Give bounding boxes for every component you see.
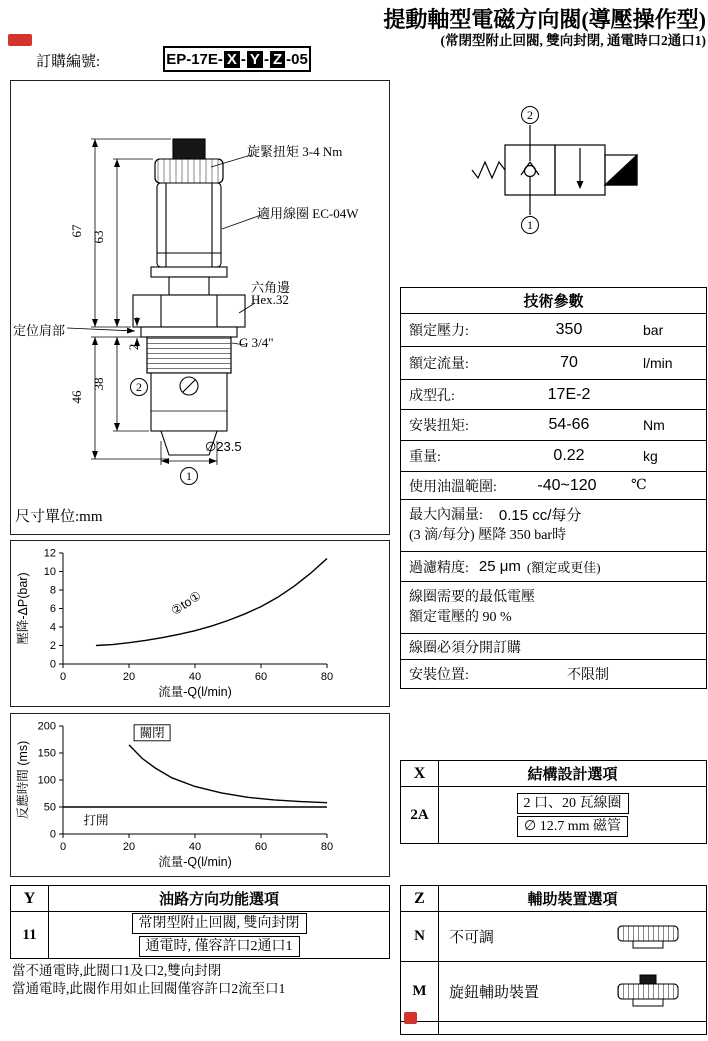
- response-time-chart-panel: [10, 713, 390, 877]
- svg-text:②to①: ②to①: [168, 588, 204, 619]
- z-option-code-m: M: [401, 962, 439, 1021]
- coil-order-note: 線圈必須分開訂購: [409, 640, 521, 656]
- spec-label: 額定壓力:: [409, 324, 469, 339]
- order-number-label: 訂購編號:: [36, 54, 101, 70]
- spec-unit: ℃: [631, 478, 647, 493]
- spec-row-mounting: [401, 660, 706, 688]
- logo-fragment-bottom: [404, 1012, 417, 1024]
- leakage-value: 0.15 cc/每分: [498, 506, 582, 524]
- x-options-title: 結構設計選項: [527, 767, 618, 783]
- port-1-marker: 1: [180, 467, 198, 485]
- x-options-row-2a: [401, 787, 706, 843]
- spec-row-rated-flow: [401, 347, 706, 380]
- spec-unit: bar: [643, 322, 664, 338]
- leakage-label: 最大內漏量:: [409, 507, 483, 523]
- pressure-drop-chart-panel: [10, 540, 390, 707]
- spec-unit: l/min: [643, 355, 673, 371]
- x-option-line-1: 2 口、20 瓦線圈: [517, 793, 629, 814]
- valve-drawing-panel: [10, 80, 390, 535]
- svg-text:80: 80: [320, 671, 334, 683]
- svg-text:流量-Q(l/min): 流量-Q(l/min): [158, 855, 232, 869]
- spec-row-oil-temp: [401, 472, 706, 500]
- z-option-code-n: N: [401, 912, 439, 961]
- spec-label: 使用油溫範圍:: [409, 479, 497, 495]
- svg-text:關閉: 關閉: [139, 725, 165, 740]
- order-sep-1: -: [240, 50, 246, 68]
- specs-table: [400, 287, 707, 689]
- order-code-prefix: EP-17E-: [166, 50, 223, 68]
- y-options-table: [10, 885, 390, 959]
- y-options-header: [11, 886, 389, 912]
- svg-text:10: 10: [43, 566, 56, 578]
- spec-row-cavity: [401, 380, 706, 410]
- callout-coil-type: 適用線圈 EC-04W: [257, 206, 359, 221]
- symbol-port-2: 2: [521, 106, 539, 124]
- y-option-note-2: 當通電時,此閥作用如止回閥僅容許口2流至口1: [12, 981, 286, 996]
- order-code: [163, 46, 311, 72]
- svg-text:40: 40: [188, 671, 202, 683]
- voltage-line-1: 線圈需要的最低電壓: [409, 589, 535, 605]
- svg-text:6: 6: [49, 603, 56, 615]
- callout-thread: G 3/4": [239, 335, 274, 350]
- spec-value: 54-66: [548, 416, 590, 433]
- dim-63: 63: [91, 230, 106, 244]
- svg-text:40: 40: [188, 841, 202, 853]
- callout-diameter: ∅23.5: [205, 439, 242, 454]
- svg-text:12: 12: [43, 547, 56, 560]
- x-options-table: [400, 760, 707, 844]
- order-code-y: Y: [247, 51, 263, 68]
- svg-text:打開: 打開: [83, 813, 109, 828]
- spec-value: 350: [555, 321, 583, 338]
- z-option-row-m: [401, 962, 706, 1022]
- y-option-code: 11: [11, 912, 49, 958]
- knob-icon: [616, 974, 680, 1010]
- page-subtitle: (常閉型附止回閥, 雙向封閉, 通電時口2通口1): [440, 33, 706, 48]
- hydraulic-symbol-area: [400, 85, 707, 285]
- z-option-row-n: [401, 912, 706, 962]
- spec-row-install-torque: [401, 410, 706, 441]
- order-code-suffix: -05: [286, 50, 308, 68]
- z-options-table: [400, 885, 707, 1035]
- spec-value: 70: [560, 354, 578, 371]
- page-title: 提動軸型電磁方向閥(導壓操作型): [383, 7, 706, 32]
- svg-text:100: 100: [37, 774, 56, 787]
- dim-46: 46: [69, 390, 84, 404]
- y-option-line-1: 常閉型附止回閥, 雙向封閉: [132, 913, 307, 934]
- y-options-key: Y: [11, 886, 49, 911]
- svg-text:200: 200: [37, 720, 56, 733]
- x-options-key: X: [401, 761, 439, 786]
- x-option-line-2: ∅ 12.7 mm 磁管: [517, 816, 628, 837]
- callout-hex-size: Hex.32: [251, 292, 289, 307]
- svg-text:0: 0: [59, 671, 67, 683]
- hydraulic-symbol: [400, 85, 707, 285]
- order-code-x: X: [224, 51, 240, 68]
- port-2-marker: 2: [130, 378, 148, 396]
- callout-hex-flats: 六角邊: [251, 280, 291, 295]
- svg-text:20: 20: [122, 841, 136, 853]
- filtration-note: (額定或更佳): [526, 560, 601, 575]
- y-options-title: 油路方向功能選項: [158, 892, 279, 908]
- mounting-value: 不限制: [567, 668, 609, 683]
- spec-row-weight: [401, 441, 706, 472]
- z-options-key: Z: [401, 886, 439, 911]
- spec-row-max-leakage: [401, 500, 706, 552]
- dim-2: 2: [126, 343, 141, 351]
- z-options-title: 輔助裝置選項: [527, 892, 618, 908]
- spec-value: 17E-2: [547, 385, 591, 403]
- svg-text:80: 80: [320, 841, 334, 853]
- svg-text:壓降-ΔP(bar): 壓降-ΔP(bar): [16, 572, 30, 645]
- spec-unit: Nm: [643, 417, 665, 433]
- spec-row-rated-pressure: [401, 314, 706, 347]
- pressure-drop-chart: [11, 541, 389, 706]
- x-options-header: [401, 761, 706, 787]
- spec-row-filtration: [401, 552, 706, 582]
- dimension-unit-note: 尺寸單位:mm: [15, 509, 103, 525]
- dim-38: 38: [91, 377, 106, 391]
- svg-text:4: 4: [49, 621, 56, 634]
- symbol-port-1: 1: [521, 216, 539, 234]
- y-options-row-11: [11, 912, 389, 958]
- svg-text:0: 0: [49, 658, 56, 671]
- mounting-label: 安裝位置:: [409, 668, 469, 683]
- svg-text:8: 8: [49, 584, 56, 597]
- z-option-label-n: 不可調: [449, 930, 495, 946]
- filtration-value: 25 μm: [478, 558, 521, 575]
- x-option-code: 2A: [401, 787, 439, 843]
- spec-value: 0.22: [553, 447, 585, 464]
- z-options-header: [401, 886, 706, 912]
- leakage-condition: (3 滴/每分) 壓降 350 bar時: [409, 527, 567, 543]
- order-sep-2: -: [263, 50, 269, 68]
- voltage-line-2: 額定電壓的 90 %: [409, 609, 512, 625]
- filtration-label: 過濾精度:: [409, 560, 469, 576]
- y-option-line-2: 通電時, 僅容許口2通口1: [139, 936, 300, 957]
- spec-label: 重量:: [409, 450, 441, 465]
- spec-label: 成型孔:: [409, 388, 455, 404]
- spec-row-coil-order-note: [401, 634, 706, 660]
- svg-text:150: 150: [37, 747, 56, 760]
- svg-text:流量-Q(l/min): 流量-Q(l/min): [158, 685, 232, 699]
- svg-text:60: 60: [254, 841, 268, 853]
- callout-tightening-torque: 旋緊扭矩 3-4 Nm: [247, 144, 343, 159]
- svg-text:20: 20: [122, 671, 136, 683]
- dim-67: 67: [69, 224, 84, 238]
- z-option-label-m: 旋鈕輔助裝置: [449, 985, 540, 1001]
- svg-text:60: 60: [254, 671, 268, 683]
- response-time-chart: [11, 714, 389, 876]
- order-code-z: Z: [270, 51, 285, 68]
- hex-nut-icon: [616, 923, 680, 951]
- callout-locating-shoulder: 定位肩部: [13, 323, 66, 338]
- svg-text:2: 2: [49, 640, 56, 652]
- svg-text:反應時間 (ms): 反應時間 (ms): [16, 740, 30, 820]
- spec-unit: kg: [643, 448, 658, 464]
- spec-value: -40~120: [537, 476, 597, 494]
- logo-fragment: [8, 34, 32, 46]
- spec-row-min-voltage: [401, 582, 706, 634]
- specs-header: 技術參數: [401, 288, 706, 314]
- svg-text:50: 50: [43, 801, 56, 814]
- z-options-empty-row: [401, 1022, 706, 1034]
- y-option-note-1: 當不通電時,此閥口1及口2,雙向封閉: [12, 963, 222, 978]
- spec-label: 額定流量:: [409, 357, 469, 372]
- svg-text:0: 0: [59, 841, 67, 853]
- spec-label: 安裝扭矩:: [409, 419, 469, 434]
- svg-text:0: 0: [49, 828, 56, 841]
